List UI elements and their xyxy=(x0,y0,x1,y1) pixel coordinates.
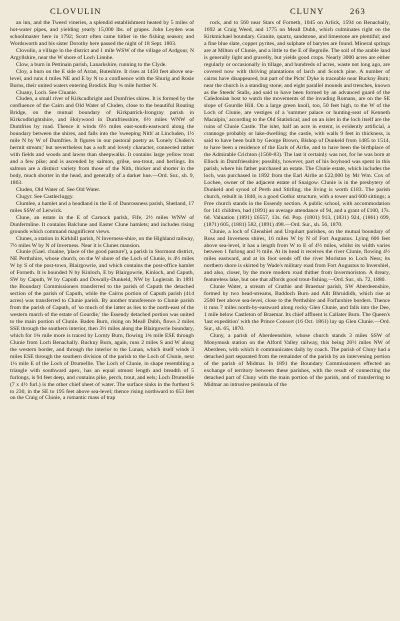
entry-cluden-old-water: Cluden, Old Water of. See Old Water. xyxy=(16,186,101,193)
entry-cluden: Cluden, a small river of Kirkcudbright and Dumfries shires. It is formed by the confluence of the Cairn and Old Water of Cluden, close to the beautiful Routing Bridge, on the mutual boundary of Kirkpatrick-Irongray parish in Kirkcudbrightshire, and Holywood in Dumfriesshire, 6½ miles WNW of Dumfries by road. Thence it winds 6½ miles east-south-eastward along the boundary between the shires, and falls into the 'sweeping Nith' at Lincluden, 1½ mile N by W of Dumfries. It figures in our pastoral poetry as 'Lonely Cluden's hermit stream;' but nevertheless has a soft and lovely character, connected rather with fields and woods and lawns than sheepwalks. It contains large yellow trout and a few pike; and is ascended by salmon, grilse, sea-trout, and herlings. Its salmon are a distinct variety from those of the Nith, thicker and shorter in the body, much shorter in the head, and generally of a darker hue.—Ord. Sur., sh. 9, 1863. xyxy=(10,96,194,186)
entry-clune: Clune, an estate in the E of Carnock parish, Fife, 2½ miles WNW of Dunfermline. It contains Balclune and Easter Clune hamlets; and includes rising grounds which command magnificent views. xyxy=(10,214,194,235)
entry-clugyr: Clugyr. See Castlecluggy. xyxy=(16,193,74,200)
entry-clunie-parish: Clunie (Gael. cluaine, 'place of the good pasture'), a parish in Stormont district, NE Perthshire, whose church, on the W shore of the Loch of Clunie, is 4½ miles W by S of the post-town, Blairgowrie, and which contains the post-office hamlet of Forneth. It is bounded N by Kinloch, E by Blairgowrie, Kinloch, and Caputh, SW by Caputh, W by Caputh and Dowally-Dunkeld, NW by Logierait. In 1891 the Boundary Commissioners transferred to the parish of Caputh the detached section of the parish of Caputh, while the Cairns portion of Caputh parish (414 acres) was transferred to Clunie parish. By another transference to Clunie parish from the parish of Caputh, of 'so much of the latter as lies to the north-east of the western march of the estate of Gourdie,' the Essendy detached portion was united to the main portion of Clunie. Baden Burn, rising on Meall Dubh, flows 2 miles SSE through the southern interior, then 3½ miles along the Blairgowrie boundary, which for 1¾ mile more is traced by Lornty Burn, flowing 1¾ mile ESE through Clunie from Loch Benachally. Buckny Burn, again, runs 2 miles S and W along the western border, and through the interior to the Lunan, which itself winds 3 miles ESE through the southern division of the parish to the Loch of Clunie, next 1¼ mile E of the Loch of Drumellie. The Loch of Clunie, in shape resembling a triangle with southward apex, has an equal utmost length and breadth of 5 furlongs, is 94 feet deep, and contains pike, perch, trout, and eels; Loch Drumellie (7 x 4½ furl.) is the other chief sheet of water. The surface sinks in the furthest S to 230, in the SE to 195 feet above sea-level; thence rising northward to 653 feet on the Craig of Clunie, a romantic mass of trap xyxy=(10,249,194,402)
entry-clow: Clow, a burn in Pettinain parish, Lanarkshire, running to the Clyde. xyxy=(16,61,167,68)
entry-clovulin: Clovulin, a village in the district and 1 mile WSW of the village of Ardgour, N Argyllshire, near the W shore of Loch Linnhe. xyxy=(10,47,194,61)
entry-clunie-loch: Clunie, a loch of Glenshiel and Urquhart parishes, on the mutual boundary of Ross and Inverness shires, 16 miles W by N of Fort Augustus. Lying 606 feet above sea-level, it has a length from W to E of 4½ miles, whilst its width varies between 1 furlong and ½ mile. At its head it receives the river Clunie, flowing 4½ miles eastward, and at its foot sends off the river Moriston to Loch Ness; its northern shore is skirted by Wade's military road from Fort Augustus to Invershiel, and also, closer, by the more modern road thither from Invermoriston. A dreary, featureless lake, but one that affords good trout-fishing.—Ord. Sur., sh. 72, 1880. xyxy=(204,228,390,284)
entry-cluany: Cluany, Loch. See Cluanie. xyxy=(16,89,78,96)
entry-clumlee: Clumlee, a hamlet and a headland in the E of Dunrossness parish, Shetland, 17 miles SSW of Lerwick. xyxy=(10,200,194,214)
entry-cloy: Cloy, a burn on the E side of Arran, Buteshire. It rises at 1450 feet above sea-level, and runs 4 miles NE and E by N to a confluence with the Shurig and Rosie Burns, their united waters entering Brodick Bay ¾ mile further N. xyxy=(10,68,194,89)
running-header xyxy=(0,6,400,20)
right-text-column xyxy=(204,20,390,610)
right-running-head: CLUNY xyxy=(290,6,325,16)
entry-clunes: Clunes, a station in Kirkhill parish, N Inverness-shire, on the Highland railway, 7½ miles W by N of Inverness. Near it is Clunes mansion. xyxy=(10,235,194,249)
left-running-head: CLOVULIN xyxy=(50,6,102,16)
entry-cluny: Cluny, a parish of Aberdeenshire, whose church stands 3 miles SSW of Monymusk station on the Alford Valley railway, this being 20½ miles NW of Aberdeen, with which it communicates daily by coach. The parish of Cluny had a detached part separated from the remainder of the parish by an intervening portion of the parish of Midmar. In 1891 the Boundary Commissioners effected an exchange of territory between these parishes, with the result of connecting the detached part of Cluny with the main portion of the parish, and of transferring to Midmar an intrusive peninsula of the xyxy=(204,332,390,388)
left-text-column xyxy=(10,20,194,610)
page-number: 263 xyxy=(350,6,366,16)
entry-clunie-water: Clunie Water, a stream of Crathie and Braemar parish, SW Aberdeenshire, formed by two head-streams, Baddoch Burn and Allt Bhruididh, which rise at 2500 feet above sea-level, close to the Perthshire and Forfarshire borders. Thence it runs 7 miles north-by-eastward along rocky Glen Clunie, and falls into the Dee, 1 mile below Castleton of Braemar. Its chief affluent is Callater Burn. The Queen's 'last expedition' with the Prince Consort (16 Oct. 1861) lay up Glen Clunie.—Ord. Sur., sh. 65, 1870. xyxy=(204,284,390,332)
paragraph: an inn, and the Tweed vineries, a splendid establishment heated by 5 miles of hot-water pipes, and yielding yearly 15,000 lbs. of grapes. John Leyden was schoolmaster here in 1792; Scott often came hither in the fishing season; and Wordsworth and his sister Dorothy here passed the night of 18 Sept. 1803. xyxy=(10,20,194,47)
paragraph: rock, and to 560 near Stars of Forneth, 1045 on Arlick, 1594 on Benachally, 1692 at Craig Weed, and 1775 on Meall Dubh, which culminates right on the Kirkmichael boundary. Granite, quartz, sandstone, and limestone are plentiful; and a fine blue slate, copper pyrites, and sulphate of barytes are found. Mineral springs are at Milton of Clunie, and a little to the E of Begmile. The soil of the arable land is generally light and gravelly, but yields good crops. Nearly 3000 acres are either regularly or occasionally in tillage, and hundreds of acres, waste not long ago, are covered now with thriving plantations of larch and Scotch pine. A number of cairns have disappeared, but part of the Picts' Dyke is traceable near Buckny Burn; near the church is a standing stone; and eight parallel mounds and trenches, known as the Steeds' Stalls, and said to have been formed by an advanced guard of the Caledonian host to watch the movements of the invading Romans, are on the SE slope of Gourdie Hill. On a large green knoll, too, 50 feet high, to the W of the Loch of Clunie, are vestiges of a 'summer palace or hunting-seat of Kenneth Macalpin,' according to the Old Statistical; and on an islet in the loch itself are the ruins of Clunie Castle. The islet, half an acre in extent, is evidently artificial, a crannoge probably or lake-dwelling; the castle, with walls 9 feet in thickness, is said to have been built by George Brown, Bishop of Dunkeld from 1485 to 1514, to have been a residence of the Earls of Airlie, and to have been the birthplace of the Admirable Crichton (1560-83). The last it certainly was not, for he was born at Eliock in Dumfriesshire; possibly, however, part of his boyhood was spent in this parish, where his father purchased an estate. The Clunie estate, which includes the loch, was purchased in 1892 from the Earl Airlie at £22,000 by Mr Wm. Cox of Lochee, owner of the adjacent estate of Snaigow. Clunie is in the presbytery of Dunkeld and synod of Perth and Stirling; the living is worth £183. The parish church, rebuilt in 1840, is a good Gothic structure, with a tower and 600 sittings; a Free church stands in the Essendy section. A public school, with accommodation for 141 children, had (1891) an average attendance of 94, and a grant of £100, 17s. 6d. Valuation (1891) £6557, 13s. 6d. Pop. (1801) 913, (1831) 924, (1861) 699, (1871) 605, (1881) 582, (1891) 498.—Ord. Sur., sh. 56, 1870. xyxy=(204,20,390,228)
